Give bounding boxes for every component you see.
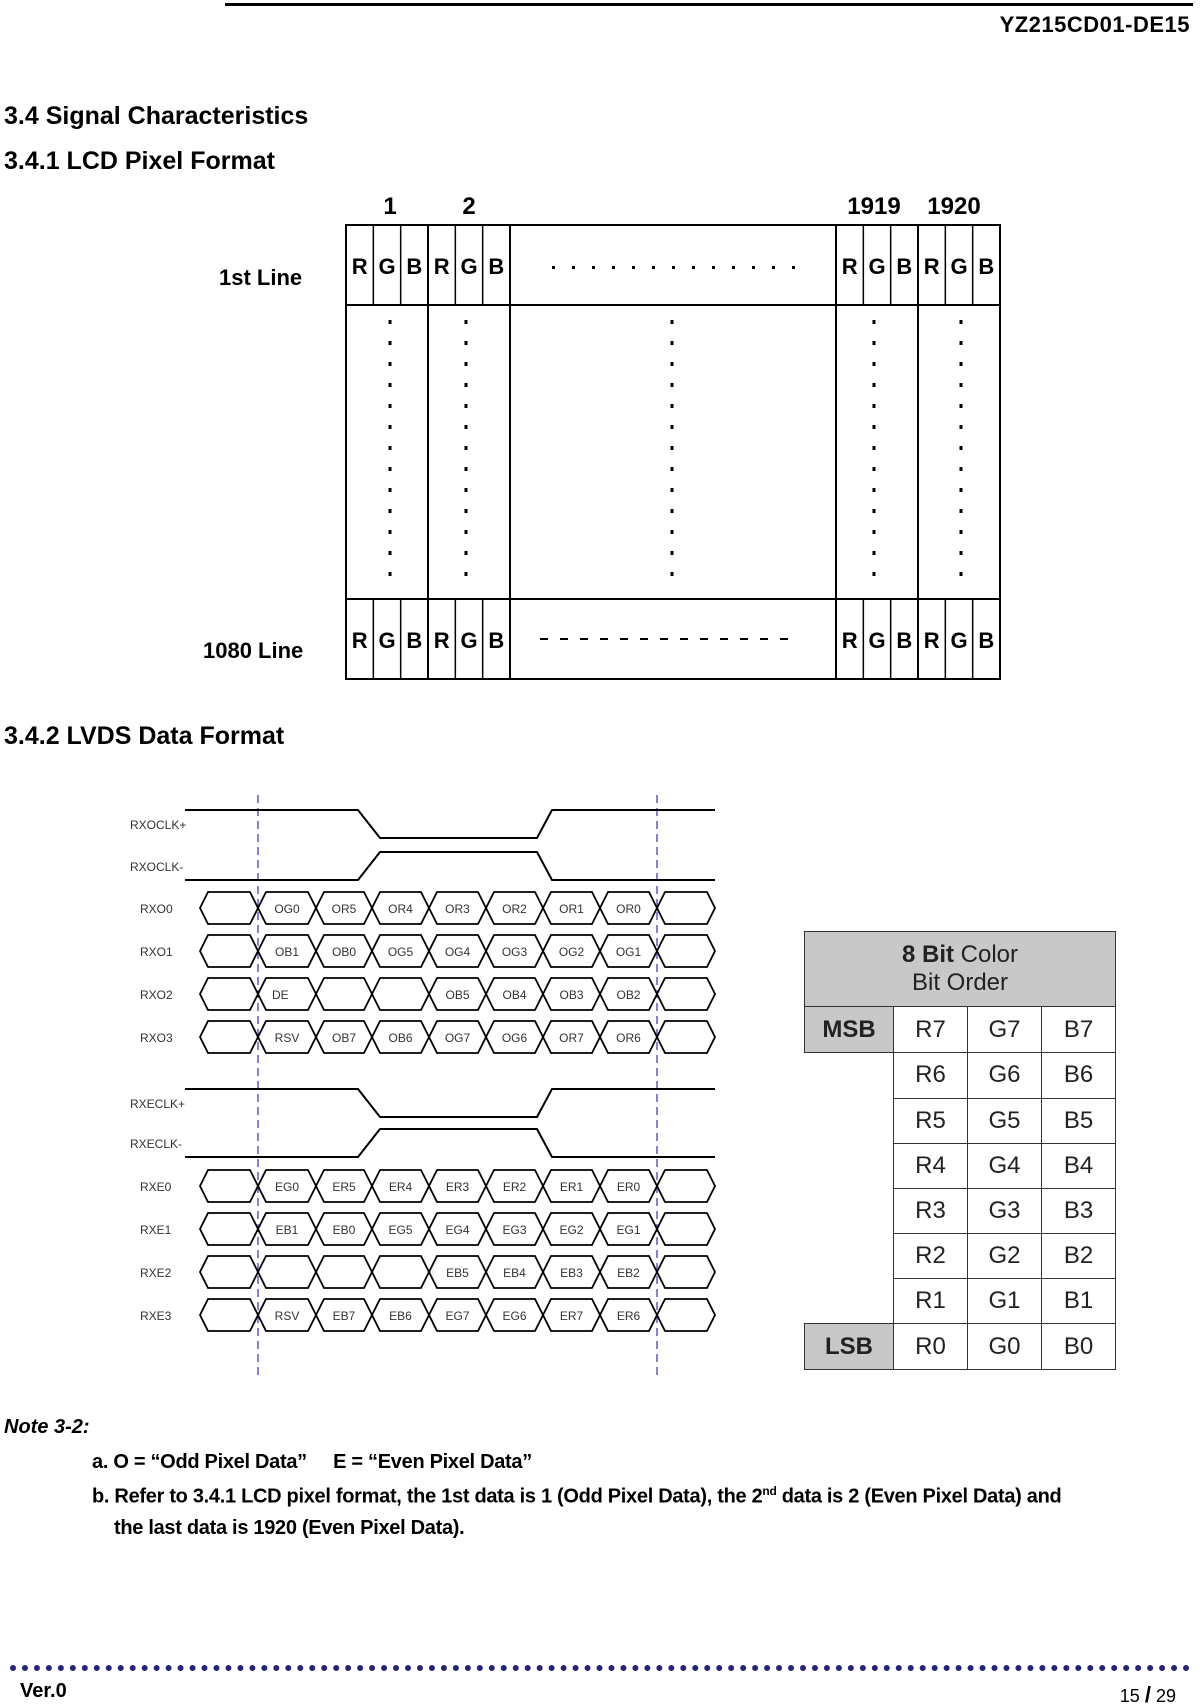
row-label-1080-line: 1080 Line [203, 638, 304, 663]
bit-cell-label: EG1 [616, 1223, 641, 1237]
ellipsis-dash [560, 638, 568, 640]
subpixel-r-bot: R [433, 628, 450, 653]
subpixel-b-bot: B [488, 628, 505, 653]
note-a: a. O = “Odd Pixel Data” E = “Even Pixel Data” [92, 1451, 532, 1473]
bit-order-row [805, 1233, 1116, 1278]
subpixel-r-top: R [841, 254, 858, 279]
ellipsis-dash [540, 638, 548, 640]
bit-cell-label: EG4 [445, 1223, 470, 1237]
bit-cell-label: OG6 [501, 1031, 528, 1045]
bit-cell: B2 [1042, 1233, 1116, 1278]
bit-cell: B4 [1042, 1143, 1116, 1188]
footer-rule [10, 1665, 1190, 1671]
bit-cell-label: OR6 [616, 1031, 641, 1045]
vertical-dot [960, 425, 963, 429]
lane-label: RXO0 [140, 902, 173, 916]
vertical-dot [465, 572, 468, 576]
lane-label: RXO2 [140, 988, 173, 1002]
vertical-dot [389, 446, 392, 450]
bit-cell-label: OR2 [502, 902, 527, 916]
vertical-dot [873, 362, 876, 366]
subpixel-r-bot: R [841, 628, 858, 653]
bit-cell-label: EB2 [617, 1266, 640, 1280]
bit-cell-label: OB0 [331, 945, 357, 959]
bit-cell-label: ER0 [616, 1180, 641, 1194]
vertical-dot [671, 320, 674, 324]
bit-cell-label: OB3 [559, 988, 584, 1002]
vertical-dot [873, 383, 876, 387]
bus-segment [316, 1256, 372, 1288]
bit-cell: B6 [1042, 1053, 1116, 1099]
ellipsis-dash [680, 638, 688, 640]
ellipsis-dash [740, 638, 748, 640]
bit-cell-label: ER2 [502, 1180, 527, 1194]
bit-cell-label: ER5 [332, 1180, 356, 1194]
vertical-dot [960, 383, 963, 387]
ellipsis-dot [712, 266, 715, 269]
bit-cell-label: EG3 [502, 1223, 527, 1237]
lane-label: RXO1 [140, 945, 173, 959]
bit-cell: G4 [968, 1143, 1042, 1188]
bit-cell-label: OG0 [274, 902, 300, 916]
vertical-dot [389, 341, 392, 345]
bit-cell-label: ER6 [616, 1309, 641, 1323]
bit-cell-label: OB2 [616, 988, 641, 1002]
ellipsis-dot [572, 266, 575, 269]
vertical-dot [465, 404, 468, 408]
vertical-dot [389, 425, 392, 429]
vertical-dot [389, 551, 392, 555]
bus-segment [200, 978, 258, 1010]
bit-order-row [805, 1188, 1116, 1233]
document-id: YZ215CD01-DE15 [999, 12, 1190, 37]
bus-segment [200, 1021, 258, 1053]
vertical-dot [873, 530, 876, 534]
blank-cell [805, 1188, 894, 1233]
subpixel-g-bot: G [868, 628, 886, 653]
bit-cell-label: EG2 [559, 1223, 584, 1237]
bit-cell: R6 [894, 1053, 968, 1099]
lane-label: RXE2 [140, 1266, 172, 1280]
vertical-dot [671, 509, 674, 513]
bit-cell: R4 [894, 1143, 968, 1188]
bit-cell-label: EB6 [389, 1309, 412, 1323]
lane-label: RXE3 [140, 1309, 172, 1323]
note-b-cont: the last data is 1920 (Even Pixel Data). [114, 1517, 465, 1539]
vertical-dot [671, 341, 674, 345]
bit-cell-label: OB6 [388, 1031, 413, 1045]
vertical-dot [389, 509, 392, 513]
vertical-dot [960, 404, 963, 408]
bit-order-row [805, 1278, 1116, 1324]
bit-cell-label: EG7 [445, 1309, 470, 1323]
vertical-dot [389, 530, 392, 534]
page-number: 15 / 29 [1119, 1682, 1176, 1707]
bit-cell-label: OB1 [274, 945, 300, 959]
subpixel-g-top: G [378, 254, 396, 279]
bit-cell: G1 [968, 1278, 1042, 1324]
pixel-frame [346, 225, 1000, 679]
vertical-dot [389, 383, 392, 387]
note-title: Note 3-2: [4, 1416, 90, 1438]
vertical-dot [389, 488, 392, 492]
bit-cell-label: DE [272, 988, 289, 1002]
vertical-dot [960, 341, 963, 345]
vertical-dot [465, 362, 468, 366]
ellipsis-dot [672, 266, 675, 269]
bit-order-row [805, 1143, 1116, 1188]
lsb-label: LSB [805, 1324, 894, 1370]
bit-order-header: 8 Bit Color Bit Order [805, 932, 1116, 1007]
vertical-dot [389, 467, 392, 471]
vertical-dot [960, 488, 963, 492]
vertical-dot [873, 425, 876, 429]
bit-order-table [804, 931, 1116, 1370]
bit-cell-label: OG1 [615, 945, 642, 959]
subpixel-r-bot: R [923, 628, 940, 653]
bit-cell-label: OR0 [616, 902, 641, 916]
vertical-dot [873, 488, 876, 492]
ellipsis-dot [792, 266, 795, 269]
bit-cell-label: RSV [274, 1031, 300, 1045]
bit-cell: G5 [968, 1098, 1042, 1143]
vertical-dot [671, 362, 674, 366]
bit-cell-label: OR7 [559, 1031, 584, 1045]
bus-segment [372, 978, 429, 1010]
ellipsis-dot [632, 266, 635, 269]
vertical-dot [873, 467, 876, 471]
vertical-dot [465, 446, 468, 450]
ellipsis-dash [760, 638, 768, 640]
version-label: Ver.0 [20, 1680, 67, 1702]
subpixel-b-top: B [978, 254, 995, 279]
bit-cell-label: EB0 [332, 1223, 356, 1237]
ellipsis-dash [620, 638, 628, 640]
bus-segment [657, 1256, 715, 1288]
bit-cell-label: OR4 [388, 902, 413, 916]
vertical-dot [873, 572, 876, 576]
bit-cell-label: RSV [274, 1309, 300, 1323]
vertical-dot [960, 509, 963, 513]
blank-cell [805, 1098, 894, 1143]
vertical-dot [671, 404, 674, 408]
ellipsis-dash [580, 638, 588, 640]
vertical-dot [465, 551, 468, 555]
subpixel-b-bot: B [978, 628, 995, 653]
bit-cell-label: EB5 [446, 1266, 469, 1280]
vertical-dot [960, 551, 963, 555]
vertical-dot [960, 320, 963, 324]
bit-cell: B1 [1042, 1278, 1116, 1324]
subpixel-g-top: G [868, 254, 886, 279]
bit-cell-label: EG0 [274, 1180, 300, 1194]
subpixel-g-bot: G [378, 628, 396, 653]
vertical-dot [873, 320, 876, 324]
lane-label: RXO3 [140, 1031, 173, 1045]
vertical-dot [873, 509, 876, 513]
vertical-dot [671, 467, 674, 471]
ellipsis-dot [772, 266, 775, 269]
bit-cell-label: ER3 [445, 1180, 470, 1194]
bus-segment [657, 1021, 715, 1053]
bit-cell: B0 [1042, 1324, 1116, 1370]
msb-label: MSB [805, 1007, 894, 1053]
bit-cell: B3 [1042, 1188, 1116, 1233]
pixel-format-diagram [0, 0, 1200, 700]
bit-cell: R7 [894, 1007, 968, 1053]
blank-cell [805, 1278, 894, 1324]
vertical-dot [671, 572, 674, 576]
vertical-dot [873, 551, 876, 555]
section-3-4-2-title: 3.4.2 LVDS Data Format [4, 722, 285, 750]
vertical-dot [671, 551, 674, 555]
bit-cell: R3 [894, 1188, 968, 1233]
bit-cell-label: OR3 [445, 902, 470, 916]
bit-cell-label: OG5 [387, 945, 414, 959]
vertical-dot [960, 446, 963, 450]
subpixel-b-bot: B [406, 628, 423, 653]
subpixel-g-top: G [460, 254, 478, 279]
bit-cell: B7 [1042, 1007, 1116, 1053]
ellipsis-dot [692, 266, 695, 269]
vertical-dot [465, 467, 468, 471]
bus-segment [657, 935, 715, 967]
bit-cell-label: OB7 [331, 1031, 357, 1045]
bit-cell: R0 [894, 1324, 968, 1370]
bus-segment [657, 1170, 715, 1202]
subpixel-r-bot: R [351, 628, 368, 653]
vertical-dot [873, 446, 876, 450]
vertical-dot [389, 572, 392, 576]
vertical-dot [960, 362, 963, 366]
bit-cell: G7 [968, 1007, 1042, 1053]
bit-cell-label: OR1 [559, 902, 584, 916]
ellipsis-dash [720, 638, 728, 640]
vertical-dot [465, 341, 468, 345]
bit-cell-label: EB1 [275, 1223, 299, 1237]
bus-segment [200, 1256, 258, 1288]
bit-cell-label: OG4 [444, 945, 471, 959]
bus-segment [372, 1256, 429, 1288]
subpixel-g-top: G [950, 254, 968, 279]
bit-cell: R1 [894, 1278, 968, 1324]
bit-cell-label: OR5 [331, 902, 357, 916]
ellipsis-dash [640, 638, 648, 640]
bit-cell-label: EB3 [560, 1266, 583, 1280]
bit-cell-label: OG7 [444, 1031, 471, 1045]
bit-order-row [805, 1324, 1116, 1370]
subpixel-g-bot: G [460, 628, 478, 653]
bus-segment [200, 1213, 258, 1245]
bus-segment [316, 978, 372, 1010]
bit-order-row [805, 1007, 1116, 1053]
bus-segment [657, 892, 715, 924]
vertical-dot [671, 530, 674, 534]
vertical-dot [671, 446, 674, 450]
vertical-dot [873, 404, 876, 408]
vertical-dot [465, 320, 468, 324]
bit-cell: R2 [894, 1233, 968, 1278]
bit-cell-label: EG5 [388, 1223, 413, 1237]
bus-segment [200, 1170, 258, 1202]
lvds-timing-diagram [0, 780, 780, 1400]
vertical-dot [465, 530, 468, 534]
subpixel-b-bot: B [896, 628, 913, 653]
vertical-dot [671, 425, 674, 429]
vertical-dot [960, 572, 963, 576]
bit-cell-label: ER1 [559, 1180, 584, 1194]
clock-waveform [185, 852, 715, 880]
bus-segment [258, 1256, 316, 1288]
subpixel-r-top: R [351, 254, 368, 279]
row-label-1st-line: 1st Line [219, 265, 303, 290]
bus-segment [200, 892, 258, 924]
bit-cell-label: EB4 [503, 1266, 526, 1280]
section-3-4-title: 3.4 Signal Characteristics [4, 102, 309, 130]
bit-order-row [805, 1098, 1116, 1143]
subpixel-b-top: B [488, 254, 505, 279]
bit-cell-label: OB4 [502, 988, 527, 1002]
bit-cell-label: EG6 [502, 1309, 527, 1323]
subpixel-b-top: B [896, 254, 913, 279]
vertical-dot [671, 488, 674, 492]
col-label-1920: 1920 [927, 193, 981, 220]
vertical-dot [465, 509, 468, 513]
vertical-dot [960, 530, 963, 534]
subpixel-g-bot: G [950, 628, 968, 653]
subpixel-r-top: R [433, 254, 450, 279]
bit-cell: G6 [968, 1053, 1042, 1099]
blank-cell [805, 1143, 894, 1188]
clock-label: RXECLK+ [130, 1097, 186, 1111]
bit-cell: B5 [1042, 1098, 1116, 1143]
bus-segment [200, 935, 258, 967]
ellipsis-dot [732, 266, 735, 269]
bit-cell-label: EB7 [332, 1309, 356, 1323]
lane-label: RXE0 [140, 1180, 172, 1194]
blank-cell [805, 1233, 894, 1278]
bus-segment [657, 978, 715, 1010]
clock-label: RXOCLK- [130, 860, 184, 874]
bit-cell-label: OG3 [501, 945, 528, 959]
vertical-dot [960, 467, 963, 471]
clock-label: RXECLK- [130, 1137, 183, 1151]
ellipsis-dot [652, 266, 655, 269]
bit-cell: G2 [968, 1233, 1042, 1278]
ellipsis-dash [700, 638, 708, 640]
vertical-dot [465, 425, 468, 429]
bit-order-row [805, 1053, 1116, 1099]
ellipsis-dot [552, 266, 555, 269]
col-label-1919: 1919 [847, 193, 901, 220]
blank-cell [805, 1053, 894, 1099]
col-label-2: 2 [462, 193, 476, 220]
section-3-4-1-title: 3.4.1 LCD Pixel Format [4, 147, 275, 175]
ellipsis-dot [752, 266, 755, 269]
ellipsis-dash [660, 638, 668, 640]
subpixel-r-top: R [923, 254, 940, 279]
bit-cell-label: OB5 [445, 988, 470, 1002]
vertical-dot [873, 341, 876, 345]
bit-cell-label: OG2 [558, 945, 585, 959]
bit-cell: G0 [968, 1324, 1042, 1370]
vertical-dot [671, 383, 674, 387]
ellipsis-dash [600, 638, 608, 640]
note-b: b. Refer to 3.4.1 LCD pixel format, the 1st data is 1 (Odd Pixel Data), the 2nd data is 2 (Even Pixel Data) and [92, 1484, 1062, 1508]
ellipsis-dot [612, 266, 615, 269]
clock-label: RXOCLK+ [130, 818, 187, 832]
bit-cell-label: ER4 [388, 1180, 413, 1194]
col-label-1: 1 [383, 193, 397, 220]
vertical-dot [465, 383, 468, 387]
subpixel-b-top: B [406, 254, 423, 279]
bus-segment [657, 1299, 715, 1331]
clock-waveform [185, 1129, 715, 1157]
bit-cell: G3 [968, 1188, 1042, 1233]
lane-label: RXE1 [140, 1223, 172, 1237]
bus-segment [657, 1213, 715, 1245]
vertical-dot [465, 488, 468, 492]
bit-cell-label: ER7 [559, 1309, 584, 1323]
vertical-dot [389, 404, 392, 408]
clock-waveform [185, 810, 715, 838]
bus-segment [200, 1299, 258, 1331]
clock-waveform [185, 1089, 715, 1117]
vertical-dot [389, 362, 392, 366]
ellipsis-dash [780, 638, 788, 640]
bit-cell: R5 [894, 1098, 968, 1143]
ellipsis-dot [592, 266, 595, 269]
vertical-dot [389, 320, 392, 324]
